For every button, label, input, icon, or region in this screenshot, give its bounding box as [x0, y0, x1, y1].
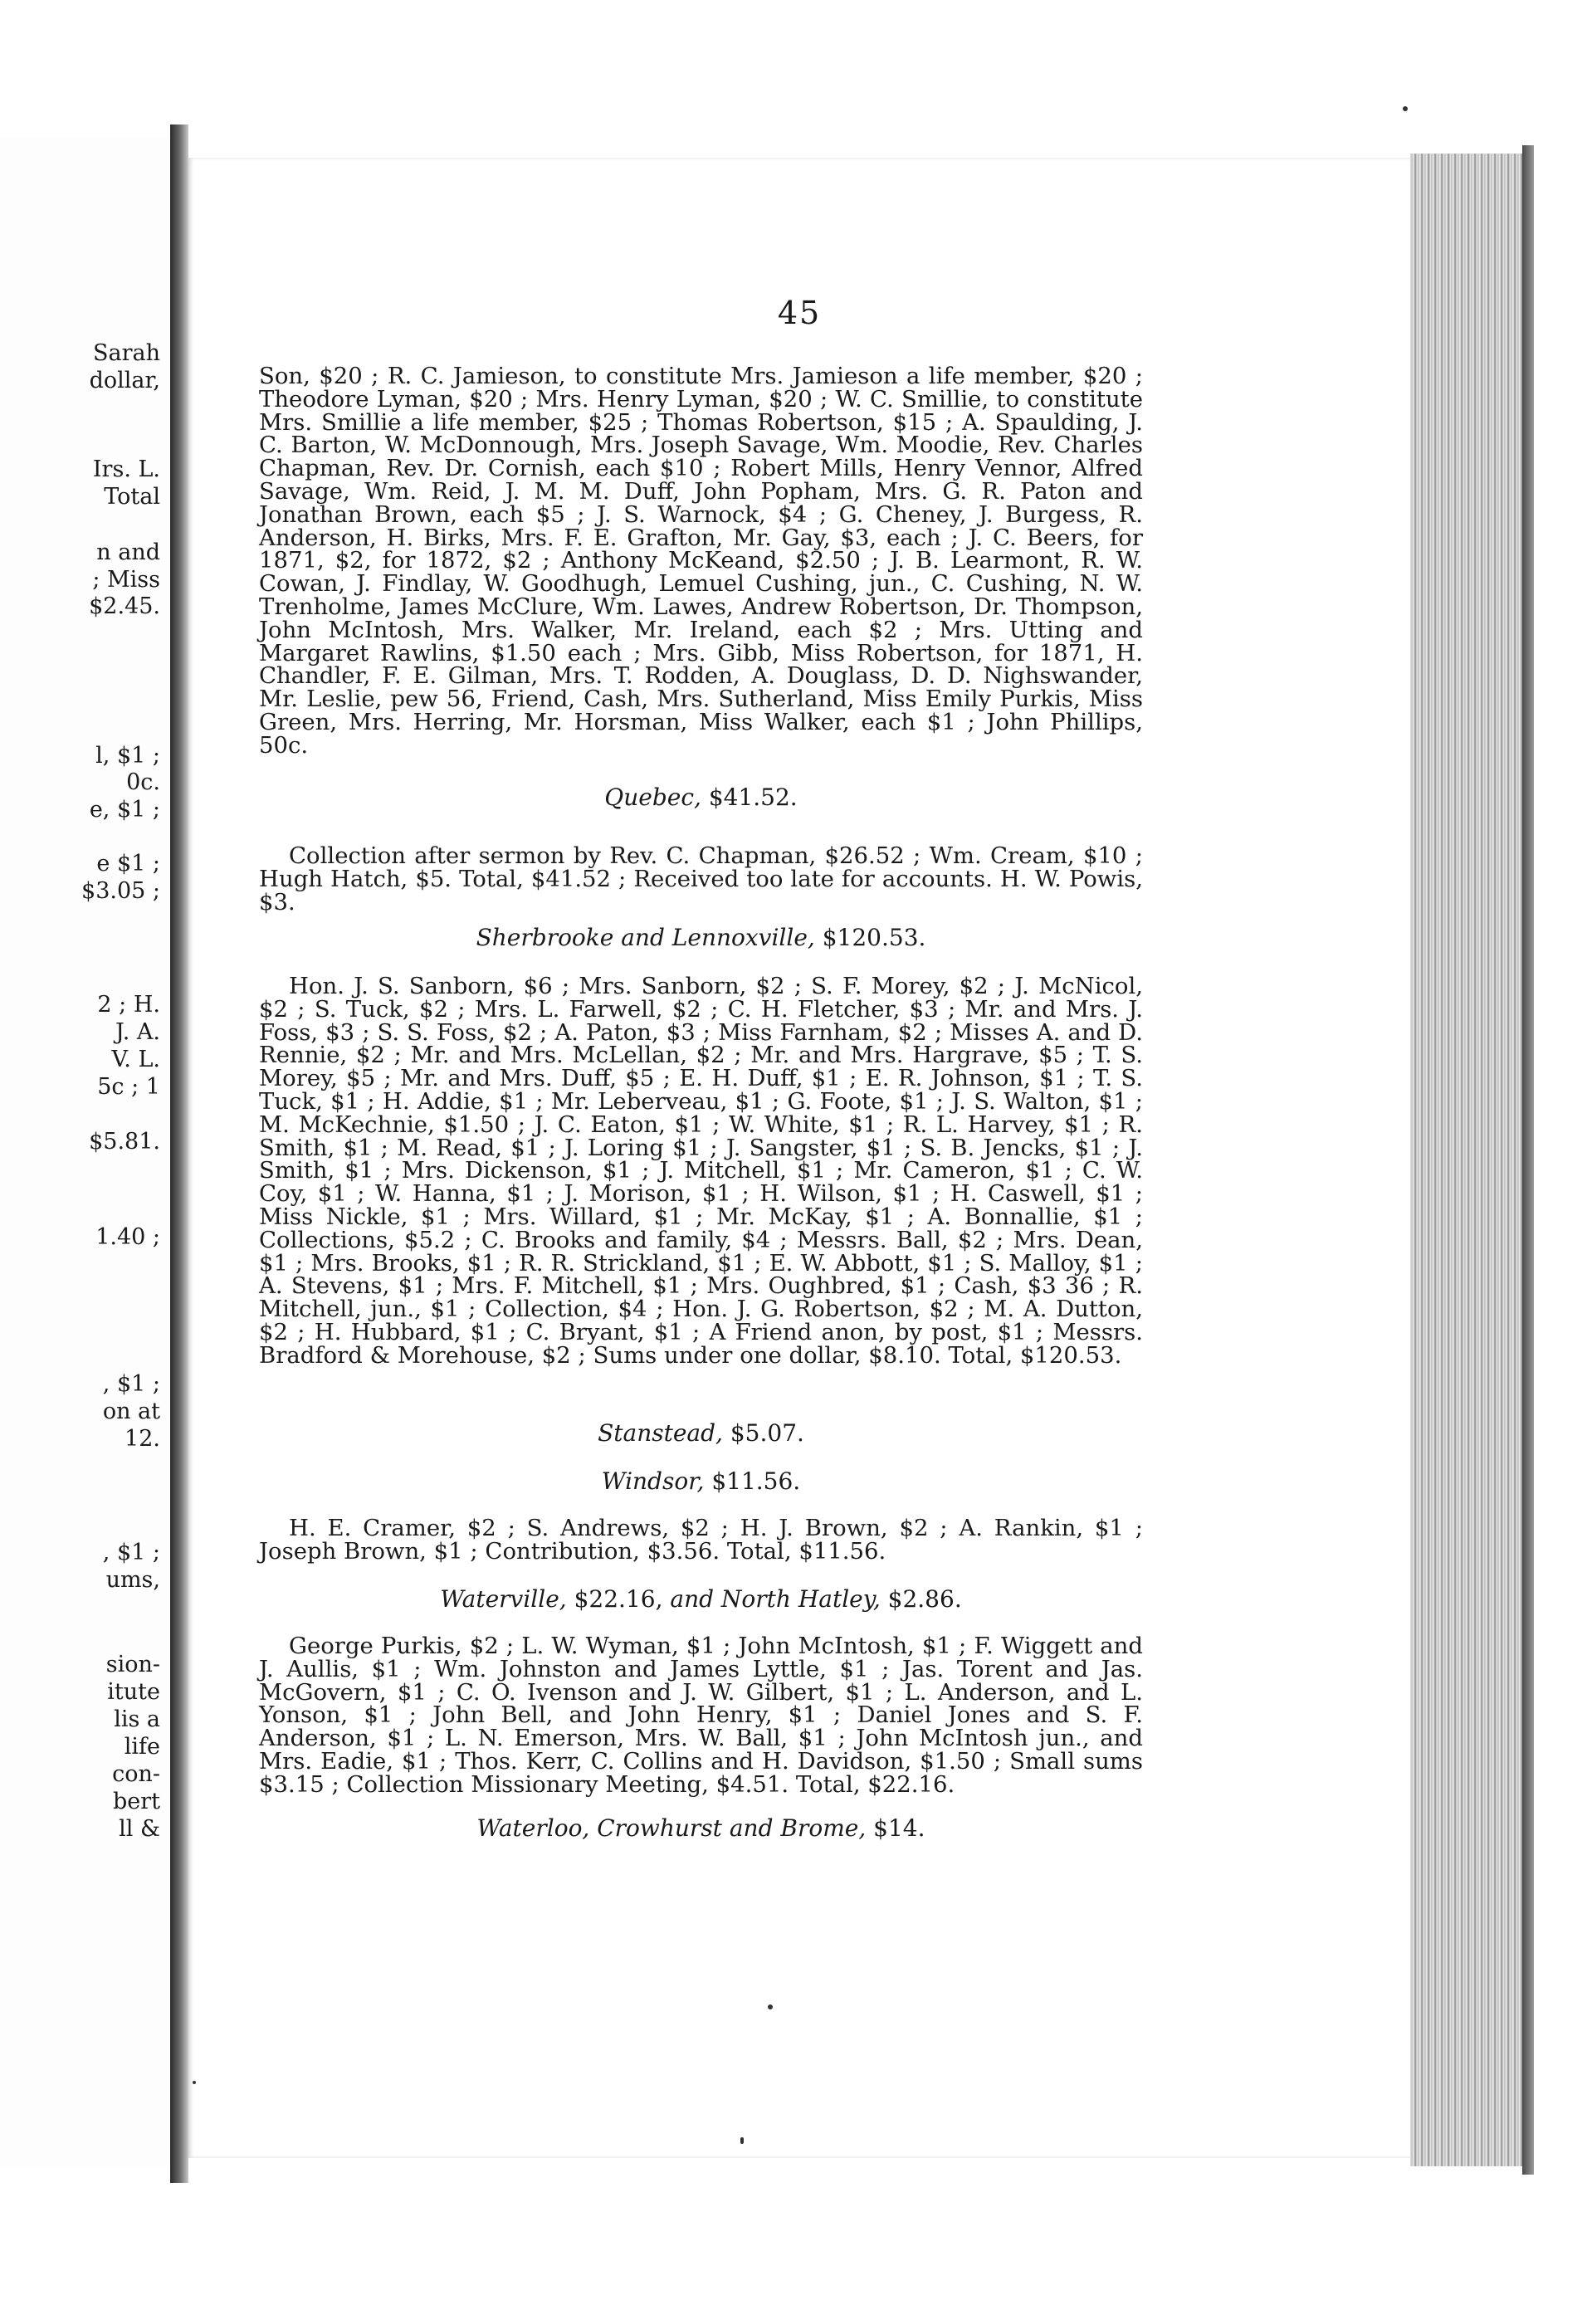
left-text-fragment: 12.: [125, 1426, 160, 1452]
section-amount-secondary: $2.86.: [887, 1585, 962, 1613]
previous-page-edge: [0, 137, 173, 2166]
left-text-fragment: ll &: [119, 1816, 160, 1842]
section-text-sherbrooke: Hon. J. S. Sanborn, $6 ; Mrs. Sanborn, $2 ; S. F. Morey, $2 ; J. McNicol, $2 ; S. Tuck, $2 ; Mrs. L. Farwell, $2 ; C. H. Fletcher, $3 ; Mr. and Mrs. J. Foss, $3 ; S. S. Foss, $2 ; A. Paton, $3 ; Miss Farnham, $2 ; Misses A. and D. Rennie, $2 ; Mr. and Mrs. McLellan, $2 ; Mr. and Mrs. Hargrave, $5 ; T. S. Morey, $5 ; Mr. and Mrs. Duff, $5 ; E. H. Duff, $1 ; E. R. Johnson, $1 ; T. S. Tuck, $1 ; H. Addie, $1 ; Mr. Leberveau, $1 ; G. Foote, $1 ; J. S. Walton, $1 ; M. McKechnie, $1.50 ; J. C. Eaton, $1 ; W. White, $1 ; R. L. Harvey, $1 ; R. Smith, $1 ; M. Read, $1 ; J. Loring $1 ; J. Sangster, $1 ; S. B. Jencks, $1 ; J. Smith, $1 ; Mrs. Dickenson, $1 ; J. Mitchell, $1 ; Mr. Cameron, $1 ; C. W. Coy, $1 ; W. Hanna, $1 ; J. Morison, $1 ; H. Wilson, $1 ; H. Caswell, $1 ; Miss Nickle, $1 ; Mrs. Willard, $1 ; Mr. McKay, $1 ; A. Bonnallie, $1 ; Collections, $5.2 ; C. Brooks and family, $4 ; Messrs. Ball, $2 ; Mrs. Dean, $1 ; Mrs. Brooks, $1 ; R. R. Strickland, $1 ; E. W. Abbott, $1 ; S. Malloy, $1 ; A. Stevens, $1 ; Mrs. F. Mitchell, $1 ; Mrs. Oughbred, $1 ; Cash, $3 36 ; R. Mitchell, jun., $1 ; Collection, $4 ; Hon. J. G. Robertson, $2 ; M. A. Dutton, $2 ; H. Hubbard, $1 ; C. Bryant, $1 ; A Friend anon, by post, $1 ; Messrs. Bradford & Morehouse, $2 ; Sums under one dollar, $8.10. Total, $120.53.: [259, 973, 1143, 1369]
paper-speck: [740, 2137, 744, 2144]
left-text-fragment: con-: [112, 1761, 160, 1787]
left-text-fragment: e, $1 ;: [89, 797, 160, 823]
left-text-fragment: , $1 ;: [102, 1371, 160, 1397]
section-text-waterville: George Purkis, $2 ; L. W. Wyman, $1 ; John McIntosh, $1 ; F. Wiggett and J. Aullis, $1 ; Wm. Johnston and James Lyttle, $1 ; Jas. Torent and Jas. McGovern, $1 ; C. O. Ivenson and J. W. Gilbert, $1 ; L. Anderson, and L. Yonson, $1 ; John Bell, and John Henry, $1 ; Daniel Jones and S. F. Anderson, $1 ; L. N. Emerson, Mrs. W. Ball, $1 ; John McIntosh jun., and Mrs. Eadie, $1 ; Thos. Kerr, C. Collins and H. Davidson, $1.50 ; Small sums $3.15 ; Collection Missionary Meeting, $4.51. Total, $22.16.: [259, 1633, 1143, 1798]
section-heading-sherbrooke: [259, 925, 1143, 950]
section-place: Waterloo, Crowhurst and Brome,: [476, 1814, 867, 1842]
section-place-secondary: and North Hatley,: [670, 1585, 881, 1613]
left-text-fragment: l, $1 ;: [95, 743, 160, 769]
left-text-fragment: on at: [102, 1399, 160, 1424]
left-text-fragment: sion-: [105, 1652, 160, 1677]
paper-speck: [193, 2081, 196, 2084]
left-text-fragment: , $1 ;: [102, 1540, 160, 1565]
left-text-fragment: 5c ; 1: [97, 1074, 160, 1100]
section-amount: $14.: [873, 1814, 925, 1842]
left-text-fragment: itute: [107, 1679, 160, 1705]
section-amount: $11.56.: [711, 1467, 801, 1495]
section-heading-waterville: [259, 1587, 1143, 1612]
left-text-fragment: life: [124, 1734, 160, 1760]
section-place: Sherbrooke and Lennoxville,: [476, 924, 815, 951]
section-heading-stanstead: [259, 1421, 1143, 1446]
section-amount: $120.53.: [822, 924, 926, 951]
left-text-fragment: 0c.: [126, 769, 160, 795]
left-text-fragment: V. L.: [111, 1047, 160, 1072]
continued-donor-list: Son, $20 ; R. C. Jamieson, to constitute Mrs. Jamieson a life member, $20 ; Theodore Lyman, $20 ; Mrs. Henry Lyman, $20 ; W. C. Smillie, to constitute Mrs. Smillie a life member, $25 ; Thomas Robertson, $15 ; A. Spaulding, J. C. Barton, W. McDonnough, Mrs. Joseph Savage, Wm. Moodie, Rev. Charles Chapman, Rev. Dr. Cornish, each $10 ; Robert Mills, Henry Vennor, Alfred Savage, Wm. Reid, J. M. M. Duff, John Popham, Mrs. G. R. Paton and Jonathan Brown, each $5 ; J. S. Warnock, $4 ; G. Cheney, J. Burgess, R. Anderson, H. Birks, Mrs. F. E. Grafton, Mr. Gay, $3, each ; J. C. Beers, for 1871, $2, for 1872, $2 ; Anthony McKeand, $2.50 ; J. B. Learmont, R. W. Cowan, J. Findlay, W. Goodhugh, Lemuel Cushing, jun., C. Cushing, N. W. Trenholme, James McClure, Wm. Lawes, Andrew Robertson, Dr. Thompson, John McIntosh, Mrs. Walker, Mr. Ireland, each $2 ; Mrs. Utting and Margaret Rawlins, $1.50 each ; Mrs. Gibb, Miss Robertson, for 1871, H. Chandler, F. E. Gilman, Mrs. T. Rodden, A. Douglass, D. D. Nighswander, Mr. Leslie, pew 56, Friend, Cash, Mrs. Sutherland, Miss Emily Purkis, Miss Green, Mrs. Herring, Mr. Horsman, Miss Walker, each $1 ; John Phillips, 50c.: [259, 363, 1143, 759]
document-page: [188, 158, 1410, 2158]
book-gutter: [170, 124, 188, 2183]
left-text-fragment: ; Miss: [92, 567, 160, 593]
section-heading-quebec: [259, 785, 1143, 810]
page-number: 45: [777, 295, 822, 331]
section-amount: $5.07.: [730, 1419, 804, 1447]
left-text-fragment: bert: [112, 1789, 160, 1814]
left-text-fragment: $5.81.: [89, 1129, 160, 1155]
left-text-fragment: 2 ; H.: [97, 992, 160, 1018]
section-text-windsor: H. E. Cramer, $2 ; S. Andrews, $2 ; H. J. Brown, $2 ; A. Rankin, $1 ; Joseph Brown, $1 ; Contribution, $3.56. Total, $11.56.: [259, 1515, 1143, 1565]
left-text-fragment: $3.05 ;: [81, 878, 160, 904]
section-amount: $41.52.: [708, 784, 798, 811]
scan-speck: [1403, 106, 1408, 111]
section-place: Quebec,: [604, 784, 701, 811]
section-amount: $22.16,: [574, 1585, 663, 1613]
paper-speck: [768, 2004, 773, 2009]
section-text-quebec: Collection after sermon by Rev. C. Chapman, $26.52 ; Wm. Cream, $10 ; Hugh Hatch, $5. Total, $41.52 ; Received too late for accounts. H. W. Powis, $3.: [259, 842, 1143, 915]
left-text-fragment: J. A.: [115, 1019, 160, 1045]
left-text-fragment: $2.45.: [89, 593, 160, 619]
left-text-fragment: Total: [104, 484, 160, 510]
book-edge-shadow: [1522, 145, 1534, 2175]
left-text-fragment: 1.40 ;: [95, 1224, 160, 1250]
section-place: Waterville,: [440, 1585, 567, 1613]
page-block-edges: [1410, 154, 1526, 2166]
left-text-fragment: e $1 ;: [96, 851, 160, 876]
section-place: Stanstead,: [598, 1419, 723, 1447]
left-text-fragment: n and: [96, 540, 160, 565]
left-text-fragment: dollar,: [89, 368, 160, 393]
section-heading-waterloo: [259, 1816, 1143, 1841]
section-heading-windsor: [259, 1469, 1143, 1494]
left-text-fragment: Sarah: [93, 340, 160, 366]
left-text-fragment: Irs. L.: [92, 456, 160, 482]
left-text-fragment: lis a: [114, 1706, 160, 1732]
section-place: Windsor,: [601, 1467, 705, 1495]
left-text-fragment: ums,: [105, 1567, 160, 1593]
